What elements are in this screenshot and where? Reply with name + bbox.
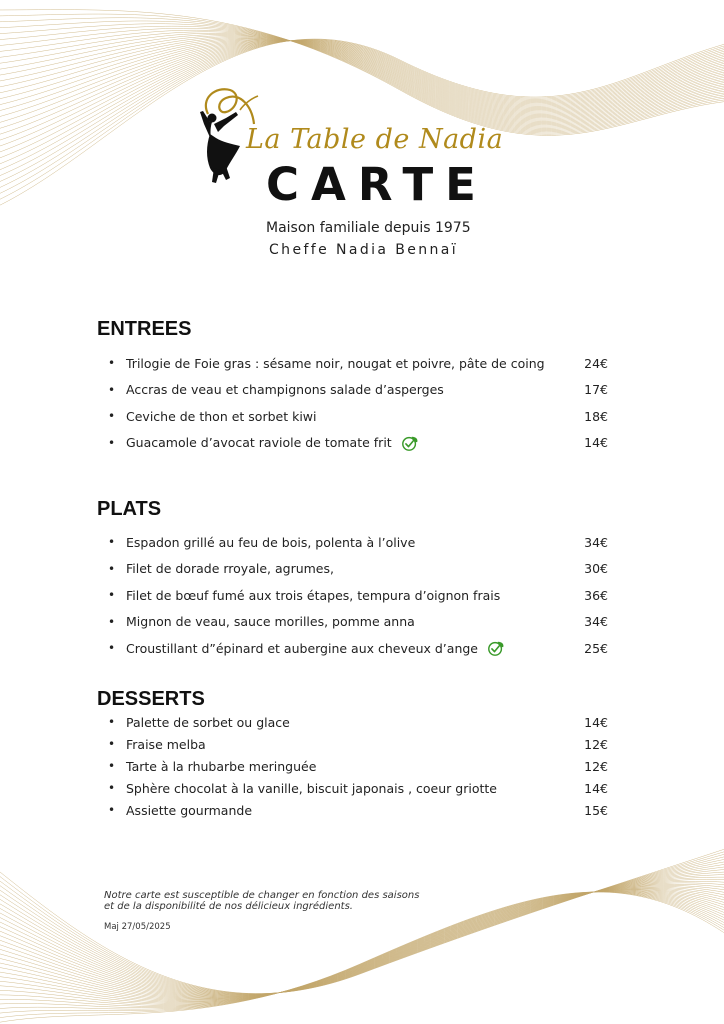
dish-name <box>126 434 608 452</box>
menu-item <box>108 377 608 404</box>
menu-item <box>108 755 608 777</box>
dish-price: 14€ <box>584 714 608 730</box>
dish-price: 14€ <box>584 780 608 796</box>
dish-name: Fraise melba <box>126 736 206 752</box>
menu-item <box>108 430 608 457</box>
menu-item <box>108 711 608 733</box>
menu-item <box>108 529 608 556</box>
menu-item <box>108 635 608 662</box>
section-title-desserts: DESSERTS <box>97 688 205 710</box>
wave-line <box>0 847 724 994</box>
menu-list-plats <box>108 529 608 662</box>
chef-name: Cheffe Nadia Bennaï <box>269 242 459 258</box>
dish-name <box>126 639 608 657</box>
dish-name: Palette de sorbet ou glace <box>126 714 290 730</box>
update-date: Maj 27/05/2025 <box>104 922 171 932</box>
footer-note-line: et de la disponibilité de nos délicieux ingrédients. <box>104 901 353 912</box>
wave-line <box>0 844 724 994</box>
bullet-icon: • <box>108 641 116 656</box>
menu-item <box>108 733 608 755</box>
dish-price: 34€ <box>584 614 608 630</box>
dish-name: Filet de bœuf fumé aux trois étapes, tempura d’oignon frais <box>126 587 501 603</box>
bullet-icon: • <box>108 715 116 729</box>
dish-name: Filet de dorade rroyale, agrumes, <box>126 561 334 577</box>
dish-price: 24€ <box>584 355 608 371</box>
dish-price: 25€ <box>584 640 608 656</box>
dish-name: Ceviche de thon et sorbet kiwi <box>126 408 317 424</box>
section-title-entrees: ENTREES <box>97 318 192 340</box>
section-title-plats: PLATS <box>97 498 162 520</box>
dish-name-text: Croustillant d”épinard et aubergine aux cheveux d’ange <box>126 640 478 656</box>
menu-item <box>108 350 608 377</box>
dish-price: 34€ <box>584 534 608 550</box>
leaf-check-icon <box>401 434 419 452</box>
bullet-icon: • <box>108 409 116 424</box>
menu-item <box>108 556 608 583</box>
page-title: CARTE <box>266 158 488 211</box>
menu-list-desserts <box>108 711 608 821</box>
bullet-icon: • <box>108 759 116 773</box>
brand-name: La Table de Nadia <box>246 124 504 155</box>
dish-price: 18€ <box>584 408 608 424</box>
menu-item <box>108 799 608 821</box>
bullet-icon: • <box>108 535 116 550</box>
dish-name: Sphère chocolat à la vanille, biscuit japonais , coeur griotte <box>126 780 497 796</box>
bullet-icon: • <box>108 356 116 371</box>
dish-price: 17€ <box>584 382 608 398</box>
dish-name: Accras de veau et champignons salade d’asperges <box>126 382 444 398</box>
dish-price: 15€ <box>584 802 608 818</box>
dish-price: 12€ <box>584 736 608 752</box>
menu-item <box>108 609 608 636</box>
bullet-icon: • <box>108 614 116 629</box>
menu-item <box>108 403 608 430</box>
menu-item <box>108 582 608 609</box>
dish-name: Trilogie de Foie gras : sésame noir, nougat et poivre, pâte de coing <box>126 355 545 371</box>
menu-list-entrees <box>108 350 608 456</box>
dish-price: 30€ <box>584 561 608 577</box>
bullet-icon: • <box>108 561 116 576</box>
dish-name: Espadon grillé au feu de bois, polenta à l’olive <box>126 534 416 550</box>
page-subtitle: Maison familiale depuis 1975 <box>266 220 471 236</box>
dish-name: Assiette gourmande <box>126 802 253 818</box>
footer-note <box>104 890 419 912</box>
footer-note-line: Notre carte est susceptible de changer en fonction des saisons <box>104 890 420 901</box>
bullet-icon: • <box>108 781 116 795</box>
bullet-icon: • <box>108 737 116 751</box>
dish-price: 36€ <box>584 587 608 603</box>
menu-item <box>108 777 608 799</box>
bullet-icon: • <box>108 382 116 397</box>
bullet-icon: • <box>108 435 116 450</box>
dish-name: Mignon de veau, sauce morilles, pomme anna <box>126 614 415 630</box>
dish-name: Tarte à la rhubarbe meringuée <box>126 758 317 774</box>
dish-name-text: Guacamole d’avocat raviole de tomate frit <box>126 435 392 451</box>
dish-price: 12€ <box>584 758 608 774</box>
leaf-check-icon <box>487 639 505 657</box>
bullet-icon: • <box>108 803 116 817</box>
bullet-icon: • <box>108 588 116 603</box>
dish-price: 14€ <box>584 435 608 451</box>
